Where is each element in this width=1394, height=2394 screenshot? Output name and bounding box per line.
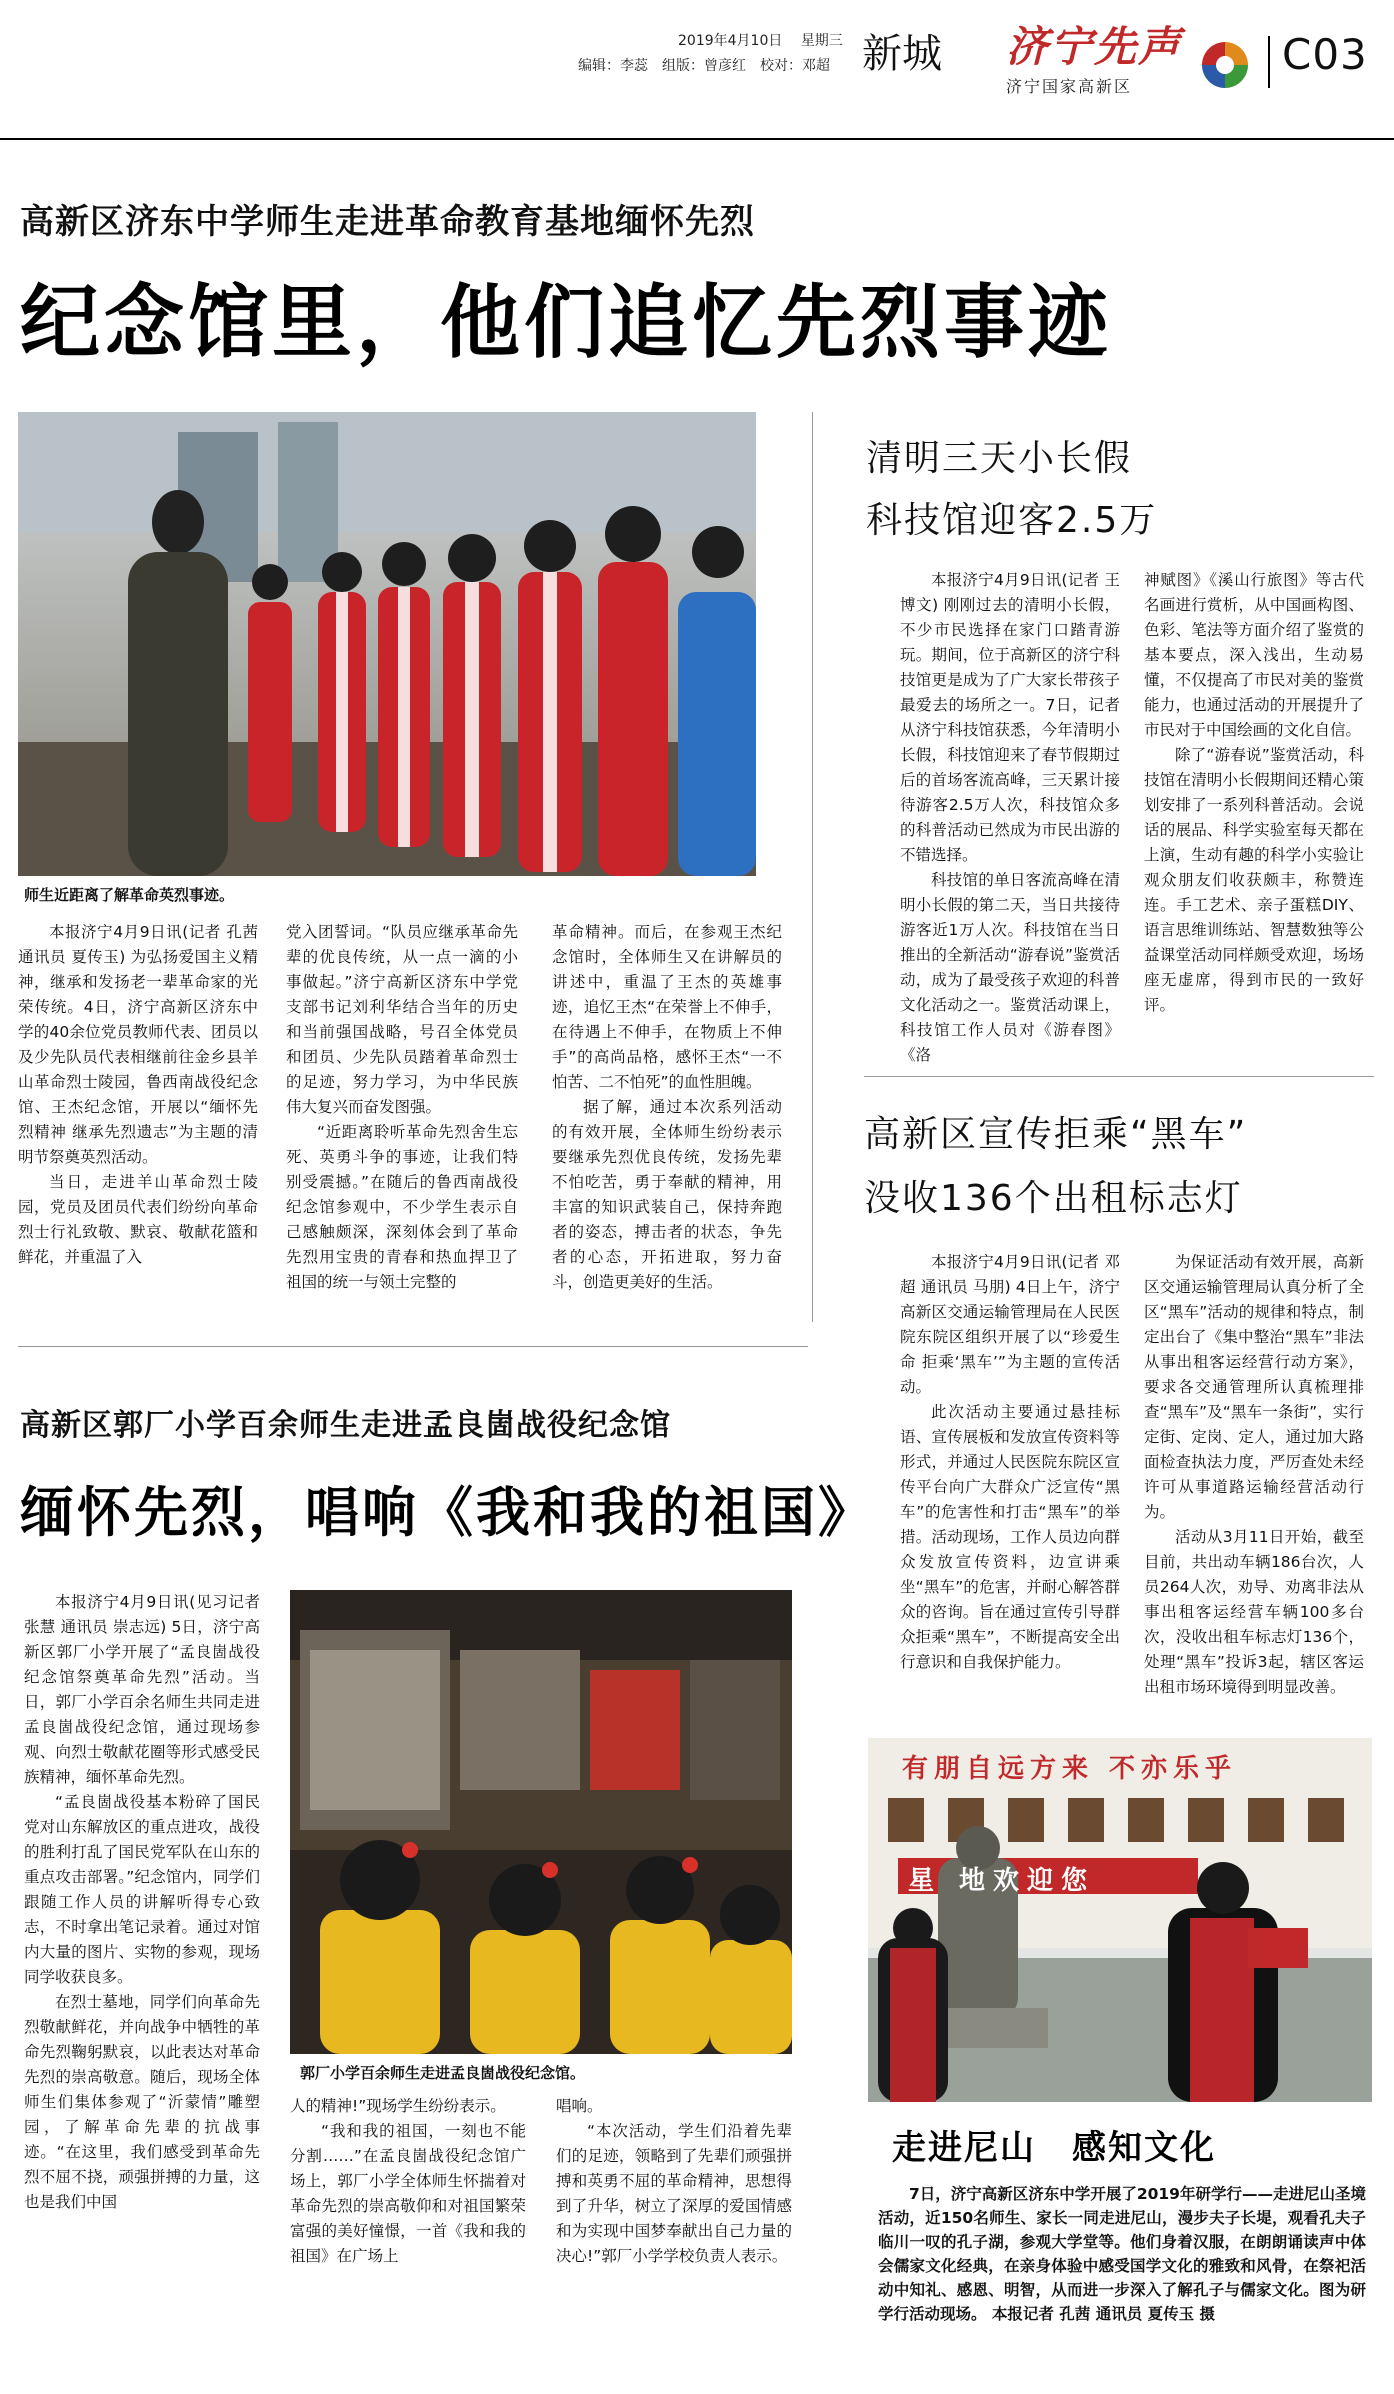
paragraph: 神赋图》《溪山行旅图》等古代名画进行赏析，从中国画构图、色彩、笔法等方面介绍了鉴赏的基本要点，深入浅出，生动易懂，不仅提高了市民对美的鉴赏能力，也通过活动的开展提升了市民对于中国绘画的文化自信。 [1144,571,1364,739]
article5-photo-sign: 星 地欢迎您 [908,1866,1096,1896]
article2-column-1 [900,568,1120,1068]
paragraph: 唱响。 [556,2097,603,2115]
issue-weekday: 星期三 [800,33,843,49]
article4-kicker: 高新区郭厂小学百余师生走进孟良崮战役纪念馆 [20,1408,671,1443]
paragraph: “本次活动，学生们沿着先辈们的足迹，领略到了先辈们顽强拼搏和英勇不屈的革命精神，思想得到了升华，树立了深厚的爱国情感和为实现中国梦奉献出自己力量的决心!”郭厂小学学校负责人表示。 [556,2122,792,2265]
article1-column-3 [552,920,782,1295]
article5-title: 走进尼山 感知文化 [892,2128,1216,2168]
article3-column-1 [900,1250,1120,1675]
article4-photo-caption: 郭厂小学百余师生走进孟良崮战役纪念馆。 [300,2064,586,2082]
paragraph: 在烈士墓地，同学们向革命先烈敬献鲜花，并向战争中牺牲的革命先烈鞠躬默哀，以此表达对革命先烈的崇高敬意。随后，现场全体师生们集体参观了“沂蒙情”雕塑园，了解革命先辈的抗战事迹。“在这里，我们感受到革命先烈不屈不挠，顽强拼搏的力量，这也是我们中国 [24,1993,260,2211]
page-number: C03 [1282,30,1368,79]
article1-title: 纪念馆里，他们追忆先烈事迹 [20,276,1112,369]
article1-kicker: 高新区济东中学师生走进革命教育基地缅怀先烈 [20,202,755,242]
paragraph: 除了“游春说”鉴赏活动，科技馆在清明小长假期间还精心策划安排了一系列科普活动。会说话的展品、科学实验室每天都在上演，生动有趣的科学小实验让观众朋友们收获颇丰，称赞连连。手工艺术、亲子蛋糕DIY、语言思维训练站、智慧数独等公益课堂活动同样颇受欢迎，场场座无虚席，得到市民的一致好评。 [1144,746,1364,1014]
article1-column-2 [286,920,518,1295]
paragraph: 本报济宁4月9日讯(记者 王博文) 刚刚过去的清明小长假，不少市民选择在家门口踏青游玩。期间，位于高新区的济宁科技馆更是成为了广大家长带孩子最爱去的场所之一。7日，记者从济宁科技馆获悉，今年清明小长假，科技馆迎来了春节假期过后的首场客流高峰，三天累计接待游客2.5万人次，科技馆众多的科普活动已然成为市民出游的不错选择。 [900,571,1120,864]
paragraph: “我和我的祖国，一刻也不能分割……”在孟良崮战役纪念馆广场上，郭厂小学全体师生怀揣着对革命先烈的崇高敬仰和对祖国繁荣富强的美好憧憬，一首《我和我的祖国》在广场上 [290,2122,526,2265]
article1-photo [18,412,756,876]
article2-title-line1: 清明三天小长假 [866,438,1133,479]
paragraph: 本报济宁4月9日讯(见习记者 张慧 通讯员 崇志远) 5日，济宁高新区郭厂小学开展了“孟良崮战役纪念馆祭奠革命先烈”活动。当日，郭厂小学百余名师生共同走进孟良崮战役纪念馆，通过现场参观、向烈士敬献花圈等形式感受民族精神，缅怀革命先烈。 [24,1593,260,1786]
article5-photo [868,1738,1372,2102]
paragraph: 为保证活动有效开展，高新区交通运输管理局认真分析了全区“黑车”活动的规律和特点，制定出台了《集中整治“黑车”非法从事出租客运经营行动方案》，要求各交通管理所认真梳理排查“黑车”及“黑车一条街”，实行定街、定岗、定人，通过加大路面检查执法力度，严厉查处未经许可从事道路运输经营活动行为。 [1144,1253,1364,1521]
article3-title-line2: 没收136个出租标志灯 [864,1178,1243,1219]
paragraph: 人的精神!”现场学生纷纷表示。 [290,2097,506,2115]
section-name: 新城 [862,31,942,77]
paragraph: 革命精神。而后，在参观王杰纪念馆时，全体师生又在讲解员的讲述中，重温了王杰的英雄事迹，追忆王杰“在荣誉上不伸手，在待遇上不伸手，在物质上不伸手”的高尚品格，感怀王杰“一不怕苦、二不怕死”的血性胆魄。 [552,923,782,1091]
article4-photo [290,1590,792,2054]
paragraph: 当日，走进羊山革命烈士陵园，党员及团员代表们纷纷向革命烈士行礼致敬、默哀、敬献花篮和鲜花，并重温了入 [18,1173,258,1266]
article4-title: 缅怀先烈，唱响《我和我的祖国》 [20,1481,875,1544]
paragraph: 党入团誓词。“队员应继承革命先辈的优良传统，从一点一滴的小事做起。”济宁高新区济东中学党支部书记刘利华结合当年的历史和当前强国战略，号召全体党员和团员、少先队员踏着革命烈士的足迹，努力学习，为中华民族伟大复兴而奋发图强。 [286,923,518,1116]
article5-body [878,2182,1366,2326]
paragraph: 活动从3月11日开始，截至目前，共出动车辆186台次，人员264人次，劝导、劝离非法从事出租客运经营车辆100多台次，没收出租车标志灯136个，处理“黑车”投诉3起，辖区客运出租市场环境得到明显改善。 [1144,1528,1364,1696]
paragraph: 科技馆的单日客流高峰在清明小长假的第二天，当日共接待游客近1万人次。科技馆在当日推出的全新活动“游春说”鉴赏活动，成为了最受孩子欢迎的科普文化活动之一。鉴赏活动课上，科技馆工作人员对《游春图》《洛 [900,871,1120,1064]
paper-subtitle: 济宁国家高新区 [1006,77,1133,96]
article2-column-2 [1144,568,1364,1018]
paper-logo-text: 济宁先声 [1006,22,1183,71]
article2-title-line2: 科技馆迎客2.5万 [866,500,1158,541]
article3-column-2 [1144,1250,1364,1700]
article1-photo-caption: 师生近距离了解革命英烈事迹。 [24,886,235,904]
article4-column-1 [24,1590,260,2215]
article3-title-line1: 高新区宣传拒乘“黑车” [864,1114,1248,1155]
paragraph: “近距离聆听革命先烈舍生忘死、英勇斗争的事迹，让我们特别受震撼。”在随后的鲁西南战役纪念馆参观中，不少学生表示自己感触颇深，深刻体会到了革命先烈用宝贵的青春和热血捍卫了祖国的统一与领土完整的 [286,1123,518,1291]
article4-column-3 [556,2094,792,2269]
article5-photo-banner: 有朋自远方来 不亦乐乎 [902,1754,1238,1784]
paragraph: 本报济宁4月9日讯(记者 邓超 通讯员 马朋) 4日上午，济宁高新区交通运输管理局在人民医院东院区组织开展了以“珍爱生命 拒乘‘黑车’”为主题的宣传活动。 [900,1253,1120,1396]
paragraph: “孟良崮战役基本粉碎了国民党对山东解放区的重点进攻，战役的胜利打乱了国民党军队在山东的重点攻击部署。”纪念馆内，同学们跟随工作人员的讲解听得专心致志，不时拿出笔记录着。通过对馆内大量的图片、实物的参观，现场同学收获良多。 [24,1793,260,1986]
paragraph: 此次活动主要通过悬挂标语、宣传展板和发放宣传资料等形式，并通过人民医院东院区宣传平台向广大群众广泛宣传“黑车”的危害性和打击“黑车”的举措。活动现场，工作人员边向群众发放宣传资料，边宣讲乘坐“黑车”的危害，并耐心解答群众的咨询。旨在通过宣传引导群众拒乘“黑车”，不断提高安全出行意识和自我保护能力。 [900,1403,1120,1671]
article4-column-2 [290,2094,526,2269]
editor-credits: 编辑：李蕊 组版：曾彦红 校对：邓超 [578,58,830,74]
paragraph: 据了解，通过本次系列活动的有效开展，全体师生纷纷表示要继承先烈优良传统，发扬先辈不怕吃苦，勇于奉献的精神，用丰富的知识武装自己，保持奔跑者的姿态，搏击者的状态，争先者的心态，开拓进取，努力奋斗，创造更美好的生活。 [552,1098,782,1291]
article1-column-1 [18,920,258,1270]
issue-date: 2019年4月10日 [678,33,783,49]
paragraph: 本报济宁4月9日讯(记者 孔茜 通讯员 夏传玉) 为弘扬爱国主义精神，继承和发扬老一辈革命家的光荣传统。4日，济宁高新区济东中学的40余位党员教师代表、团员以及少先队员代表相继前往金乡县羊山革命烈士陵园，鲁西南战役纪念馆、王杰纪念馆，开展以“缅怀先烈精神 继承先烈遗志”为主题的清明节祭奠英烈活动。 [18,923,258,1166]
paper-emblem-icon [1198,38,1252,92]
paragraph: 7日，济宁高新区济东中学开展了2019年研学行——走进尼山圣境活动，近150名师生、家长一同走进尼山，漫步夫子长堤，观看孔夫子临川一叹的孔子湖，参观大学堂等。他们身着汉服，在朗朗诵读声中体会儒家文化经典，在亲身体验中感受国学文化的雅致和风骨，在祭祀活动中知礼、感恩、明智，从而进一步深入了解孔子与儒家文化。图为研学行活动现场。 本报记者 孔茜 通讯员 夏传玉 摄 [878,2185,1366,2323]
issue-date-line [678,30,843,50]
